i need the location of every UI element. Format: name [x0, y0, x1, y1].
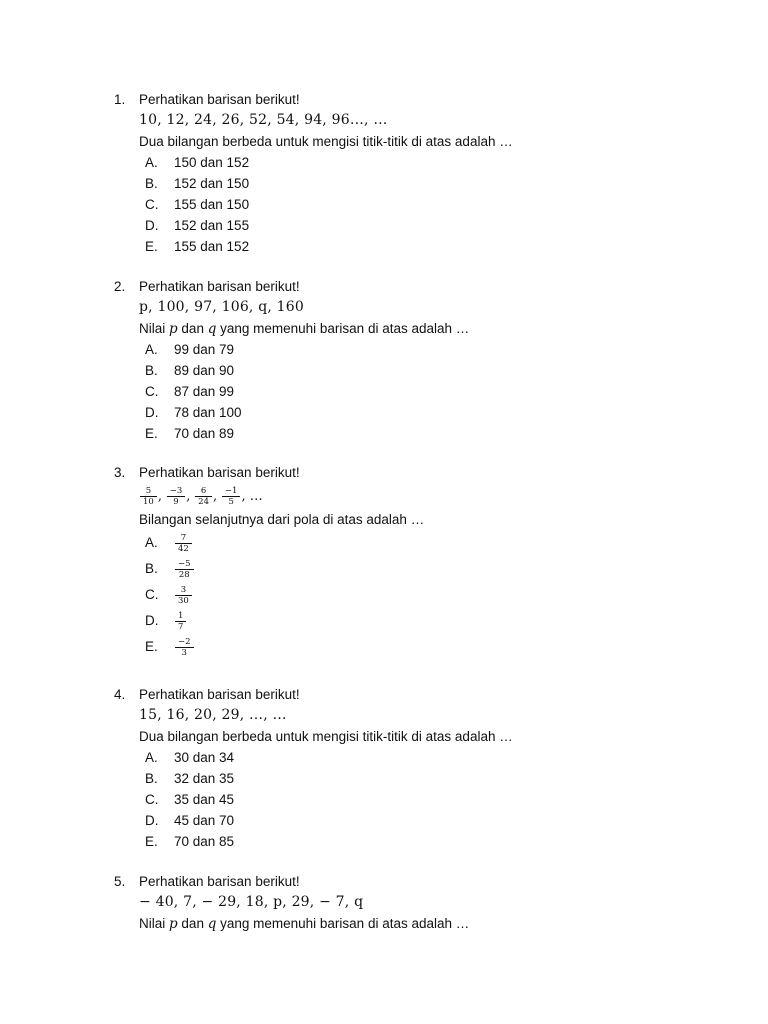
fraction: $\frac{3}{30}$: [175, 585, 192, 606]
fraction: $\frac{-5}{28}$: [175, 559, 194, 580]
question-4: [114, 684, 674, 852]
option-d[interactable]: D. 45 dan 70: [145, 813, 235, 828]
question-intro: Perhatikan barisan berikut!: [139, 687, 300, 702]
question-intro: Perhatikan barisan berikut!: [139, 874, 300, 889]
option-e[interactable]: E. 70 dan 85: [145, 834, 235, 849]
question-2: [114, 276, 674, 444]
sequence: p, 100, 97, 106, q, 160: [139, 299, 305, 315]
question-intro: Perhatikan barisan berikut!: [139, 279, 300, 294]
question-3: [114, 462, 674, 660]
question-prompt: Dua bilangan berbeda untuk mengisi titik-titik di atas adalah …: [139, 729, 513, 744]
option-a[interactable]: A. $\frac{7}{42}$: [145, 530, 674, 556]
sequence: 15, 16, 20, 29, …, …: [139, 707, 287, 723]
option-c[interactable]: C. 155 dan 150: [145, 197, 250, 212]
option-d[interactable]: D. 152 dan 155: [145, 218, 250, 233]
question-prompt: Dua bilangan berbeda untuk mengisi titik-titik di atas adalah …: [139, 134, 513, 149]
question-number: 4.: [114, 687, 126, 702]
fraction: $\frac{-2}{3}$: [175, 637, 194, 658]
fraction: $\frac{7}{42}$: [175, 533, 192, 554]
option-e[interactable]: E. $\frac{-2}{3}$: [145, 634, 674, 660]
question-1: [114, 89, 674, 257]
fraction: $\frac{-1}{5}$: [222, 486, 241, 507]
option-e[interactable]: E. 70 dan 89: [145, 426, 235, 441]
option-d[interactable]: D. $\frac{1}{7}$: [145, 608, 674, 634]
fraction: $\frac{5}{10}$: [140, 486, 157, 507]
question-5: [114, 871, 674, 934]
option-a[interactable]: A. 30 dan 34: [145, 750, 235, 765]
option-a[interactable]: A. 150 dan 152: [145, 155, 250, 170]
fraction: $\frac{1}{7}$: [175, 611, 186, 632]
question-number: 2.: [114, 279, 126, 294]
fraction-sequence: $\frac{5}{10}$ , $\frac{-3}{9}$ , $\frac{6}{24}$ , $\frac{-1}{5}$ , …: [139, 483, 674, 509]
option-e[interactable]: E. 155 dan 152: [145, 239, 250, 254]
fraction: $\frac{-3}{9}$: [167, 486, 186, 507]
option-b[interactable]: B. $\frac{-5}{28}$: [145, 556, 674, 582]
question-prompt: Nilai p dan q yang memenuhi barisan di atas adalah …: [139, 321, 470, 337]
question-number: 1.: [114, 92, 126, 107]
question-number: 5.: [114, 874, 126, 889]
option-c[interactable]: C. 35 dan 45: [145, 792, 235, 807]
question-prompt: Bilangan selanjutnya dari pola di atas adalah …: [139, 512, 425, 527]
question-intro: Perhatikan barisan berikut!: [139, 92, 300, 107]
question-number: 3.: [114, 465, 126, 480]
option-b[interactable]: B. 32 dan 35: [145, 771, 235, 786]
question-prompt: Nilai p dan q yang memenuhi barisan di atas adalah …: [139, 916, 470, 932]
question-intro: Perhatikan barisan berikut!: [139, 465, 300, 480]
option-d[interactable]: D. 78 dan 100: [145, 405, 242, 420]
option-c[interactable]: C. 87 dan 99: [145, 384, 235, 399]
option-a[interactable]: A. 99 dan 79: [145, 342, 235, 357]
option-b[interactable]: B. 152 dan 150: [145, 176, 250, 191]
sequence: 10, 12, 24, 26, 52, 54, 94, 96…, …: [139, 112, 388, 128]
fraction: $\frac{6}{24}$: [195, 486, 212, 507]
option-b[interactable]: B. 89 dan 90: [145, 363, 235, 378]
option-c[interactable]: C. $\frac{3}{30}$: [145, 582, 674, 608]
sequence: − 40, 7, − 29, 18, p, 29, − 7, q: [139, 894, 364, 910]
